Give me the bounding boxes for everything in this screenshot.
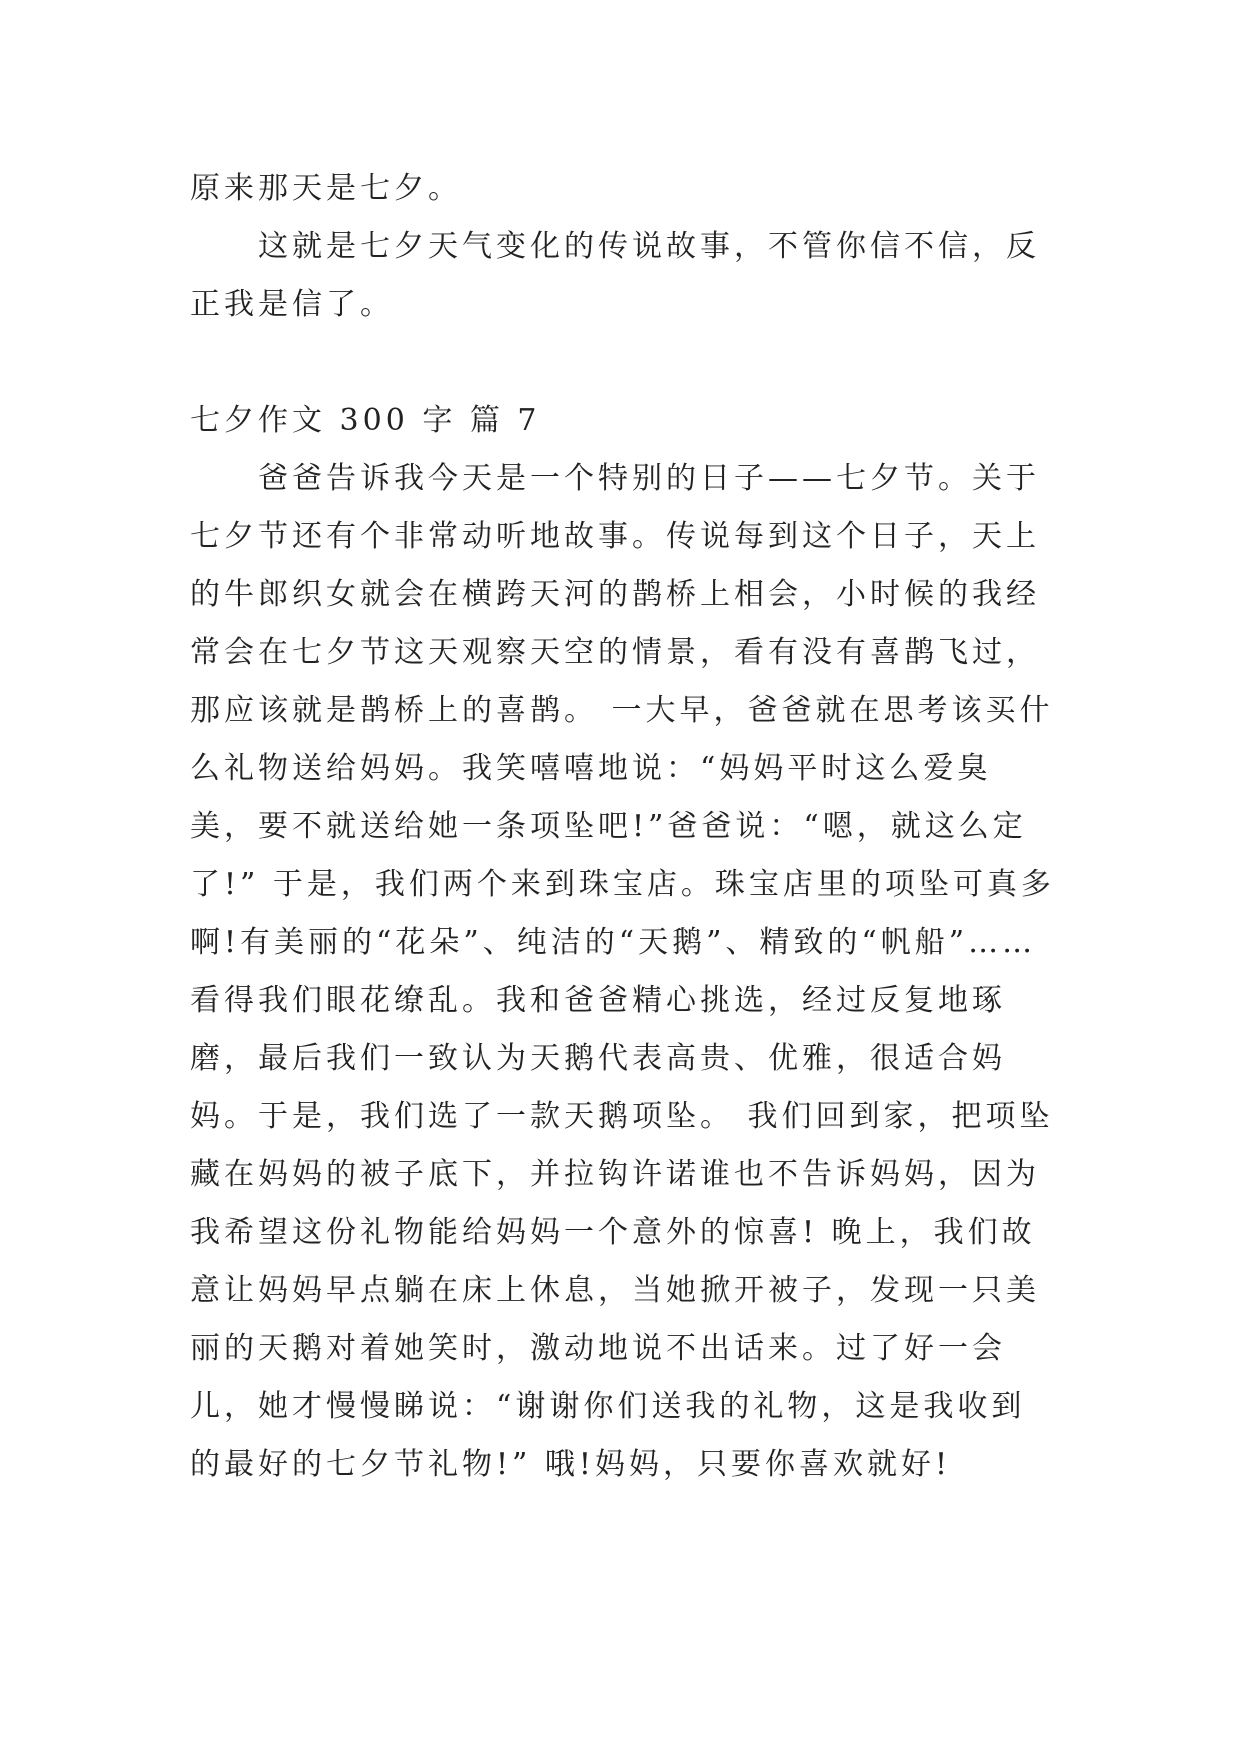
paragraph-continued: 原来那天是七夕。 xyxy=(190,171,462,206)
paragraph-essay: 爸爸告诉我今天是一个特别的日子——七夕节。关于七夕节还有个非常动听地故事。传说每到这个日子，天上的牛郎织女就会在横跨天河的鹊桥上相会，小时候的我经常会在七夕节这天观察天空的情景，看有没有喜鹊飞过，那应该就是鹊桥上的喜鹊。 一大早，爸爸就在思考该买什么礼物送给妈妈。我笑嘻嘻地说：“妈妈平时这么爱臭美，要不就送给她一条项坠吧!”爸爸说：“嗯，就这么定了!” 于是，我们两个来到珠宝店。珠宝店里的项坠可真多啊!有美丽的“花朵”、纯洁的“天鹅”、精致的“帆船”……看得我们眼花缭乱。我和爸爸精心挑选，经过反复地琢磨，最后我们一致认为天鹅代表高贵、优雅，很适合妈妈。于是，我们选了一款天鹅项坠。 我们回到家，把项坠藏在妈妈的被子底下，并拉钩许诺谁也不告诉妈妈，因为我希望这份礼物能给妈妈一个意外的惊喜! 晚上，我们故意让妈妈早点躺在床上休息，当她掀开被子，发现一只美丽的天鹅对着她笑时，激动地说不出话来。过了好一会儿，她才慢慢睇说：“谢谢你们送我的礼物，这是我收到的最好的七夕节礼物!” 哦!妈妈，只要你喜欢就好! xyxy=(190,461,1055,1482)
section-gap xyxy=(190,334,1056,392)
document-body xyxy=(190,160,1056,1494)
paragraph-conclusion: 这就是七夕天气变化的传说故事，不管你信不信，反正我是信了。 xyxy=(190,229,1040,322)
section-heading: 七夕作文 300 字 篇 7 xyxy=(190,403,541,438)
